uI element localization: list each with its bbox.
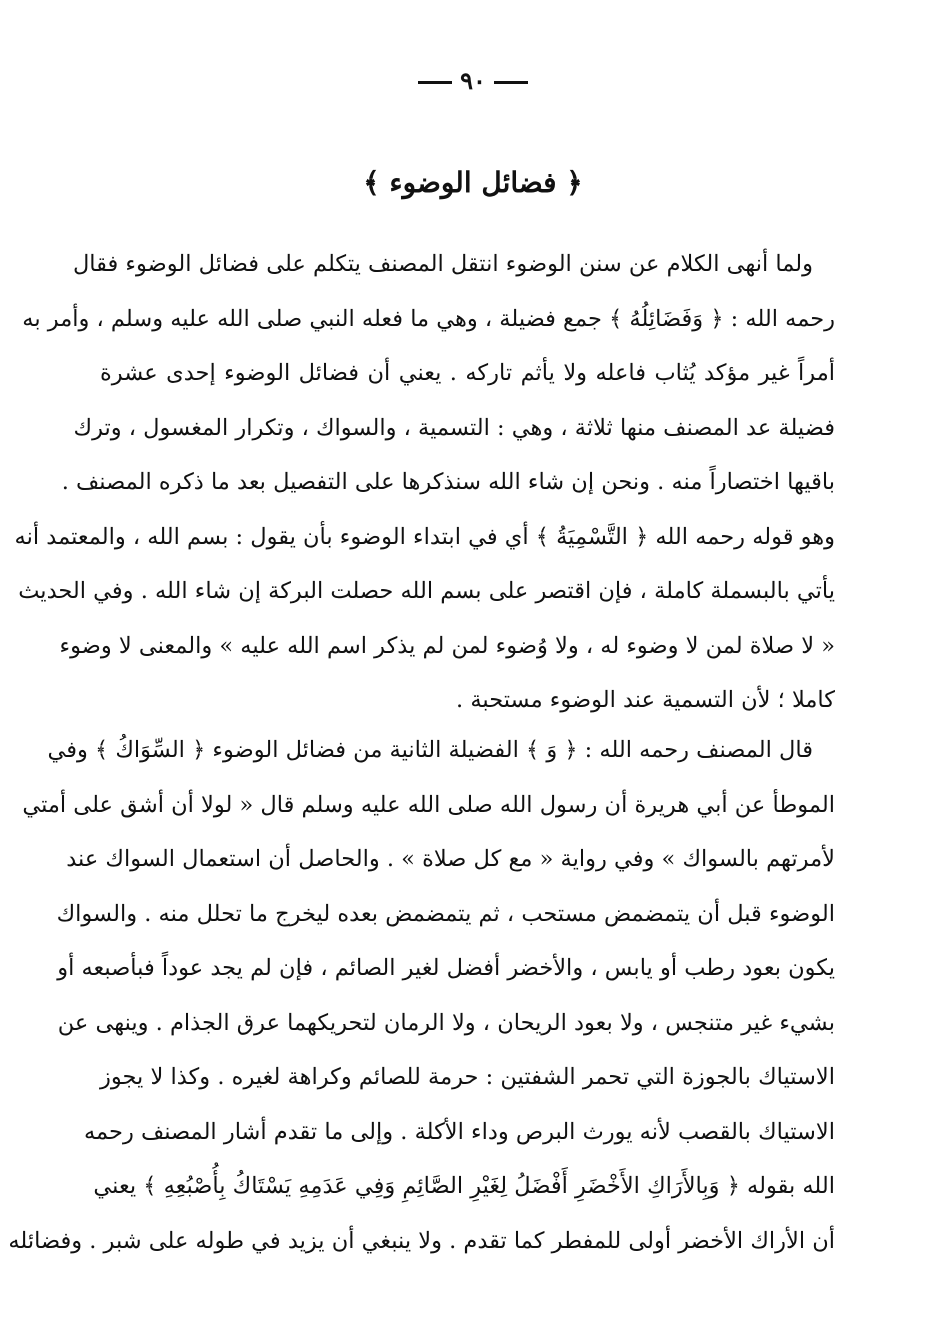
text-line: يأتي بالبسملة كاملة ، فإن اقتصر على بسم الله حصلت البركة إن شاء الله . وفي الحديث [18,578,835,604]
text-line: الاستياك بالجوزة التي تحمر الشفتين : حرمة للصائم وكراهة لغيره . وكذا لا يجوز [100,1064,835,1090]
text-line: « لا صلاة لمن لا وضوء له ، ولا وُضوء لمن لم يذكر اسم الله عليه » والمعنى لا وضوء [59,632,835,659]
text-line: وهو قوله رحمه الله ﴿ التَّسْمِيَةُ ﴾ أي في ابتداء الوضوء بأن يقول : بسم الله ، والمعتمد أنه [14,523,835,550]
page-number-text: ٩٠ [460,66,486,95]
text-line: رحمه الله : ﴿ وَفَضَائِلُهُ ﴾ جمع فضيلة ، وهي ما فعله النبي صلى الله عليه وسلم ، وأمر به [22,305,835,332]
text-line: لأمرتهم بالسواك » وفي رواية « مع كل صلاة » . والحاصل أن استعمال السواك عند [66,846,835,872]
page-number-dash-right [494,81,528,84]
text-line: أمراً غير مؤكد يُثاب فاعله ولا يأثم تاركه . يعني أن فضائل الوضوء إحدى عشرة [100,360,835,386]
page-number-dash-left [418,81,452,84]
text-line: ولما أنهى الكلام عن سنن الوضوء انتقل المصنف يتكلم على فضائل الوضوء فقال [72,251,813,277]
text-line: كاملا ؛ لأن التسمية عند الوضوء مستحبة . [456,687,835,713]
text-line: فضيلة عد المصنف منها ثلاثة ، وهي : التسمية ، والسواك ، وتكرار المغسول ، وترك [73,414,835,441]
paragraph-1 [14,237,835,728]
section-heading: ﴿ فضائل الوضوء ﴾ [363,166,583,199]
text-line: أن الأراك الأخضر أولى للمفطر كما تقدم . ولا ينبغي أن يزيد في طوله على شبر . وفضائله [8,1227,835,1254]
text-line: الاستياك بالقصب لأنه يورث البرص وداء الأكلة . وإلى ما تقدم أشار المصنف رحمه [83,1118,835,1145]
text-line: الوضوء قبل أن يتمضمض مستحب ، ثم يتمضمض بعده ليخرج ما تحلل منه . والسواك [56,900,835,927]
text-line: الله بقوله ﴿ وَبِالأَرَاكِ الأَخْضَرِ أَفْضَلُ لِغَيْرِ الصَّائِمِ وَفِي عَدَمِهِ يَسْتَاكُ بِأُصْبُعِهِ ﴾ يعني [93,1173,835,1199]
text-line: باقيها اختصاراً منه . ونحن إن شاء الله سنذكرها على التفصيل بعد ما ذكره المصنف . [61,469,835,495]
text-line: بشيء غير متنجس ، ولا بعود الريحان ، ولا الرمان لتحريكهما عرق الجذام . وينهى عن [57,1009,835,1036]
text-line: الموطأ عن أبي هريرة أن رسول الله صلى الله عليه وسلم قال « لولا أن أشق على أمتي [22,791,835,818]
paragraph-2 [8,723,835,1268]
page-number [0,66,946,95]
text-line: قال المصنف رحمه الله : ﴿ وَ ﴾ الفضيلة الثانية من فضائل الوضوء ﴿ السِّوَاكُ ﴾ وفي [47,737,813,763]
text-line: يكون بعود رطب أو يابس ، والأخضر أفضل لغير الصائم ، فإن لم يجد عوداً فبأصبعه أو [57,955,835,981]
